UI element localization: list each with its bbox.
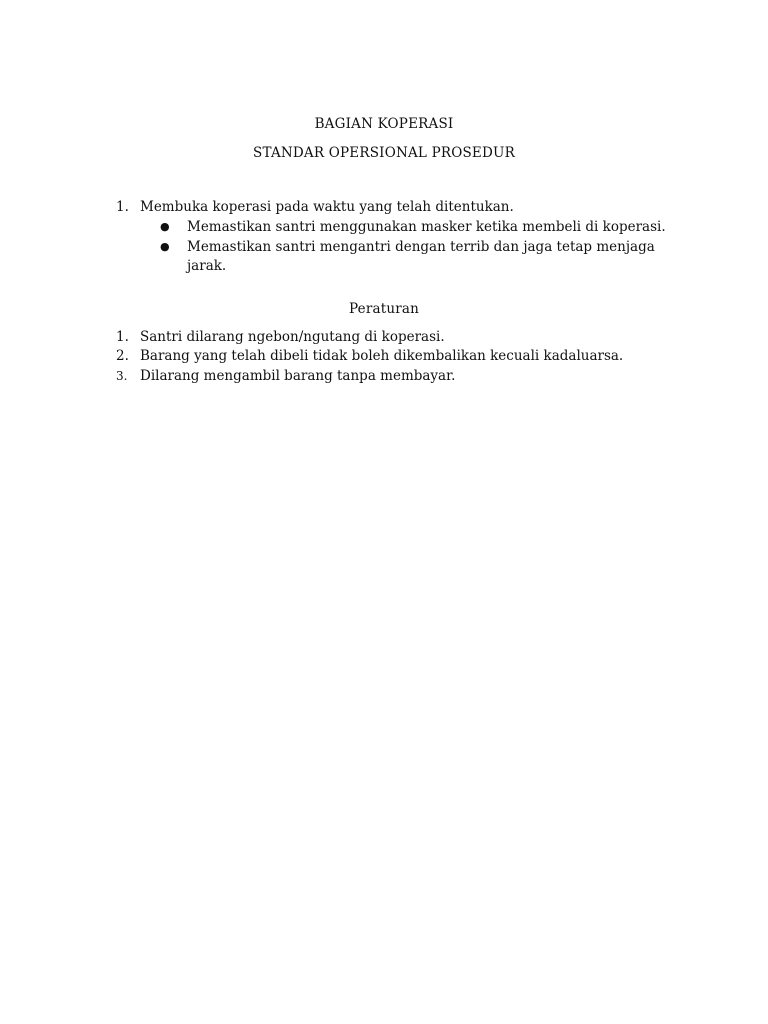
procedure-item-number: 1. [116, 199, 129, 215]
rule-number: 1. [116, 329, 129, 345]
procedure-bullet-text: Memastikan santri mengantri dengan terrib dan jaga tetap menjaga [187, 239, 655, 255]
procedure-item-text: Membuka koperasi pada waktu yang telah ditentukan. [140, 199, 514, 215]
rule-text: Santri dilarang ngebon/ngutang di koperasi. [140, 329, 445, 345]
document-subtitle: STANDAR OPERSIONAL PROSEDUR [253, 145, 515, 161]
procedure-bullet-text: Memastikan santri menggunakan masker ketika membeli di koperasi. [187, 219, 666, 235]
rule-number: 3. [116, 369, 128, 383]
rule-number: 2. [116, 348, 129, 364]
bullet-icon: ● [160, 220, 170, 233]
rule-text: Barang yang telah dibeli tidak boleh dikembalikan kecuali kadaluarsa. [140, 348, 624, 364]
document-title: BAGIAN KOPERASI [314, 116, 454, 132]
bullet-icon: ● [160, 240, 170, 253]
procedure-bullet-text-continued: jarak. [187, 258, 227, 274]
rule-text: Dilarang mengambil barang tanpa membayar. [140, 368, 456, 384]
rules-heading: Peraturan [348, 301, 420, 317]
